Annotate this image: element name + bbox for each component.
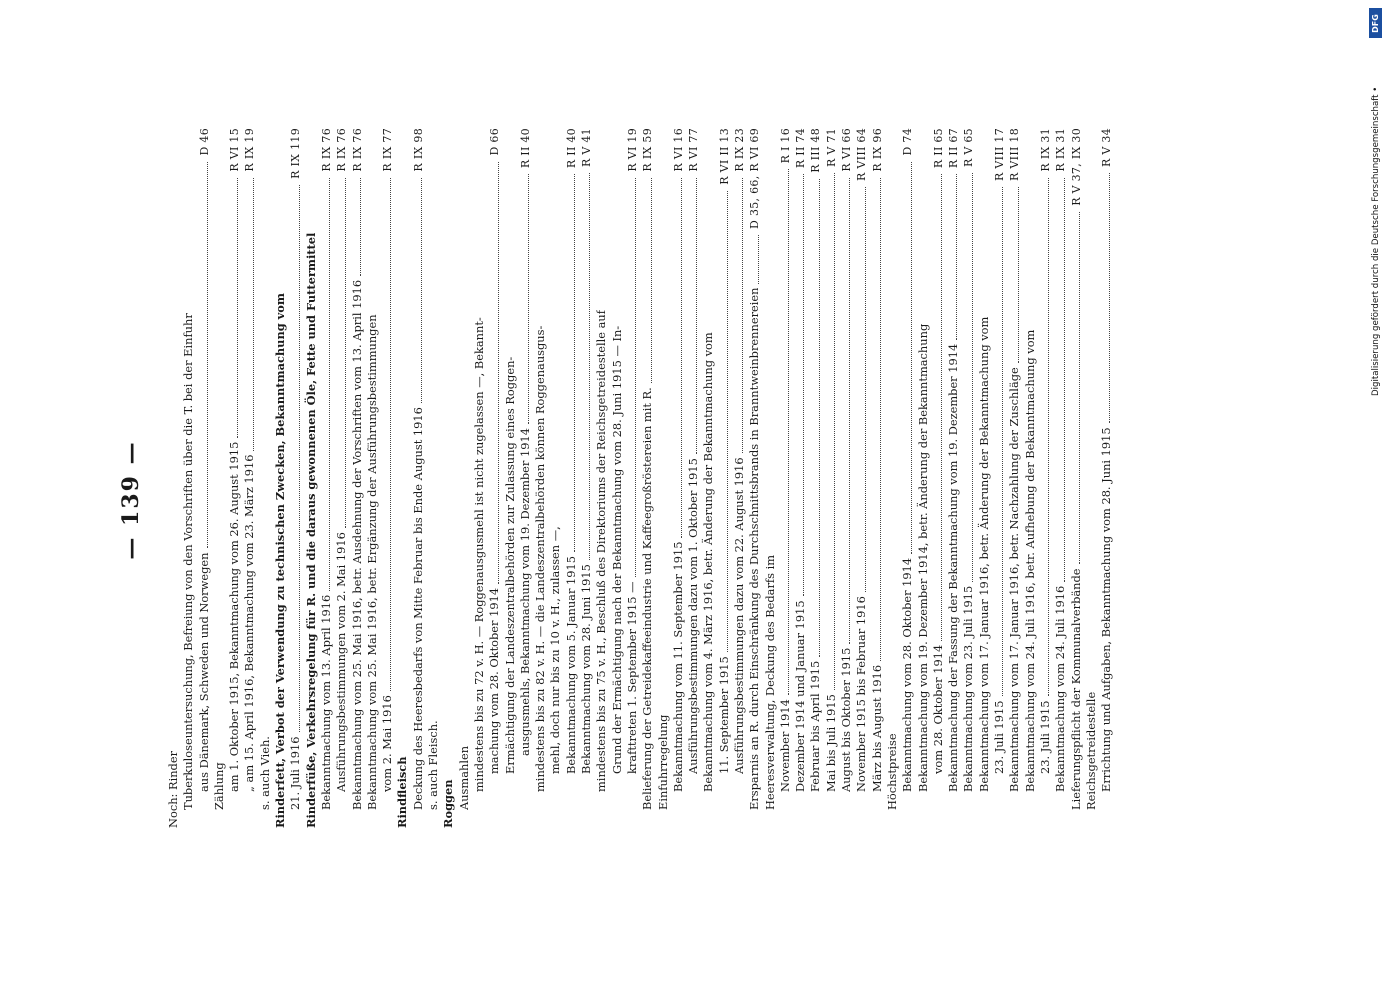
entry-text: Bekanntmachung vom 4. März 1916, betr. Änderung der Bekanntmachung vom	[701, 332, 716, 792]
entry-reference: R VI 77	[687, 128, 701, 172]
index-entry	[1023, 128, 1038, 828]
entry-reference: R IX 77	[381, 128, 395, 172]
entry-reference: R II 65	[931, 128, 945, 169]
entry-text: Rinderfüße, Verkehrsregelung für R. und die daraus gewonnenen Öle, Fette und Futtermittel	[303, 232, 318, 828]
dfg-logo-text: DFG	[1371, 13, 1381, 33]
index-entry	[977, 128, 992, 828]
entry-text: aus Dänemark, Schweden und Norwegen	[196, 552, 211, 792]
entry-reference: R IX 23	[732, 128, 746, 172]
dot-leader	[390, 178, 391, 692]
entry-reference: R VI II 13	[717, 128, 731, 185]
entry-text: Bekanntmachung vom 28. Juni 1915	[579, 564, 594, 774]
entry-reference: R V 37, IX 30	[1069, 128, 1083, 206]
index-entry	[640, 128, 655, 828]
entry-text: Tuberkuloseuntersuchung, Befreiung von den Vorschriften über die T. bei der Einfuhr	[181, 313, 196, 810]
entry-text: Ausführungsbestimmungen vom 2. Mai 1916	[334, 532, 349, 792]
entry-text: Bekanntmachung vom 5. Januar 1915	[563, 555, 578, 774]
entry-reference: D 46	[197, 128, 211, 156]
dot-leader	[1002, 187, 1003, 697]
index-entry	[441, 128, 456, 828]
credit-text: Digitalisierung gefördert durch die Deutsche Forschungsgemeinschaft •	[1371, 86, 1381, 396]
entry-reference: R V 65	[962, 128, 976, 168]
entry-text: Roggen	[441, 779, 456, 828]
index-entry	[854, 128, 869, 828]
entry-reference: R II 40	[564, 128, 578, 169]
entry-reference: R V 41	[580, 128, 594, 168]
entry-reference: R VIII 64	[855, 128, 869, 181]
entry-text: am 1. Oktober 1915, Bekanntmachung vom 26. August 1915	[227, 441, 242, 792]
index-entry	[472, 128, 487, 828]
index-entry	[395, 128, 410, 828]
index-entry	[763, 128, 778, 828]
entry-text: s. auch Vieh.	[257, 736, 272, 810]
entry-reference: R VIII 17	[993, 128, 1007, 181]
dot-leader	[574, 174, 575, 552]
dot-leader	[681, 178, 682, 538]
entry-reference: D 66	[488, 128, 502, 156]
digitization-credit	[1371, 6, 1381, 396]
entry-text: 21. Juli 1916	[288, 736, 303, 810]
index-entry	[732, 128, 747, 828]
entry-text: August bis Oktober 1915	[839, 647, 854, 792]
entry-reference: R III 48	[809, 128, 823, 173]
entry-text: Ersparnis an R. durch Einschränkung des Durchschnittsbrands in Branntweinbrennereien	[747, 287, 762, 810]
index-entry	[380, 128, 395, 828]
index-entry	[533, 128, 548, 828]
entry-text: machung vom 28. Oktober 1914	[487, 587, 502, 774]
dot-leader	[758, 235, 759, 284]
dot-leader	[498, 162, 499, 584]
index-entry	[686, 128, 701, 828]
entry-text: „ am 15. April 1916, Bekanntmachung vom 23. März 1916	[242, 454, 257, 792]
entry-reference: R VI 19	[625, 128, 639, 172]
index-entry	[808, 128, 823, 828]
entry-text: Bekanntmachung vom 25. Mai 1916, betr. Ausdehnung der Vorschriften vom 13. April 1916	[349, 279, 364, 810]
index-entry	[839, 128, 854, 828]
dot-leader	[589, 173, 590, 560]
dot-leader	[1109, 173, 1110, 423]
dot-leader	[528, 174, 529, 424]
entry-text: ausgusmehls, Bekanntmachung vom 19. Dezember 1914	[517, 428, 532, 756]
index-entry	[1084, 128, 1099, 828]
entry-text: Deckung des Heeresbedarfs von Mitte Februar bis Ende August 1916	[410, 407, 425, 810]
index-entry	[671, 128, 686, 828]
dot-leader	[1079, 212, 1080, 565]
entry-text: Rindfleisch	[395, 756, 410, 828]
index-entry	[1007, 128, 1022, 828]
index-entry	[824, 128, 839, 828]
index-entry	[931, 128, 946, 828]
index-entry	[610, 128, 625, 828]
entry-text: 11. September 1915	[716, 656, 731, 774]
index-entry	[227, 128, 242, 828]
entry-reference: D 74	[901, 128, 915, 156]
dot-leader	[635, 178, 636, 578]
entry-text: Bekanntmachung vom 13. April 1916	[318, 594, 333, 810]
dot-leader	[329, 178, 330, 591]
entry-text: Belieferung der Getreidekaffeeindustrie und Kaffeegroßröstereien mit R.	[640, 387, 655, 810]
entry-text: s. auch Fleisch.	[426, 720, 441, 810]
entry-reference: R IX 31	[1054, 128, 1068, 172]
index-entry	[304, 128, 319, 828]
index-entry	[916, 128, 931, 828]
dot-leader	[421, 178, 422, 404]
index-entry	[1038, 128, 1053, 828]
entry-text: Ausführungsbestimmungen dazu vom 22. August 1916	[731, 457, 746, 774]
index-entry	[212, 128, 227, 828]
index-entry	[870, 128, 885, 828]
entry-text: mindestens bis zu 82 v. H. — die Landeszentralbehörden können Roggenausgus-	[533, 325, 548, 792]
entry-reference: R II 40	[518, 128, 532, 169]
entry-text: November 1915 bis Februar 1916	[854, 596, 869, 792]
index-entry	[701, 128, 716, 828]
entry-text: Bekanntmachung der Fassung der Bekanntmachung vom 19. Dezember 1914	[946, 343, 961, 792]
entry-reference: R IX 98	[411, 128, 425, 172]
entry-text: Noch: Rinder	[166, 750, 180, 828]
index-entry	[258, 128, 273, 828]
entry-text: Rinderfett, Verbot der Verwendung zu technischen Zwecken, Bekanntmachung vom	[273, 293, 288, 828]
entry-text: Zählung	[211, 762, 226, 810]
entry-text: mindestens bis zu 72 v. H. — Roggenausgusmehl ist nicht zugelassen —, Bekannt-	[471, 317, 486, 792]
index-entry	[518, 128, 533, 828]
index-entry	[1053, 128, 1068, 828]
entry-reference: R IX 59	[641, 128, 655, 172]
entry-text: November 1914	[777, 699, 792, 792]
page-number: — 139 —	[118, 440, 144, 560]
dfg-logo	[1369, 8, 1382, 38]
entry-text: Grund der Ermächtigung nach der Bekanntmachung vom 28. Juni 1915 — In-	[609, 325, 624, 774]
entry-text: Bekanntmachung vom 24. Juli 1916, betr. Aufhebung der Bekanntmachung vom	[1022, 329, 1037, 792]
index-entry	[778, 128, 793, 828]
entry-reference: R IX 96	[870, 128, 884, 172]
entry-text: Ermächtigung der Landeszentralbehörden zur Zulassung eines Roggen-	[502, 356, 517, 774]
dot-leader	[651, 178, 652, 384]
dot-leader	[788, 169, 789, 695]
entry-text: mindestens bis zu 75 v. H., Beschluß des Direktoriums der Reichsgetreidestelle auf	[594, 310, 609, 792]
dot-leader	[207, 162, 208, 549]
dot-leader	[727, 191, 728, 652]
index-entry	[946, 128, 961, 828]
index-entry	[197, 128, 212, 828]
index-entry	[365, 128, 380, 828]
index-entry	[487, 128, 502, 828]
index-entry	[1099, 128, 1114, 828]
index-entry	[319, 128, 334, 828]
dot-leader	[1064, 178, 1065, 582]
entry-text: Bekanntmachung vom 17. Januar 1916, betr. Änderung der Bekanntmachung vom	[976, 316, 991, 792]
dot-leader	[849, 178, 850, 644]
entry-reference: R VI 16	[671, 128, 685, 172]
entry-text: krafttreten 1. September 1915 —	[624, 581, 639, 774]
entry-text: vom 2. Mai 1916	[380, 695, 395, 792]
dot-leader	[253, 178, 254, 451]
index-entry	[242, 128, 257, 828]
entry-text: Februar bis April 1915	[808, 660, 823, 792]
entry-reference: R V 71	[824, 128, 838, 168]
entry-text: Errichtung und Aufgaben, Bekanntmachung vom 28. Juni 1915	[1099, 427, 1114, 792]
index-entry	[288, 128, 303, 828]
index-entry	[166, 128, 181, 828]
dot-leader	[299, 185, 300, 733]
dot-leader	[360, 178, 361, 276]
entry-reference: R IX 76	[319, 128, 333, 172]
entry-text: 23. Juli 1915	[1037, 700, 1052, 774]
entry-reference: R IX 76	[350, 128, 364, 172]
entry-text: Bekanntmachung vom 19. Dezember 1914, betr. Änderung der Bekanntmachung	[915, 323, 930, 792]
index-entry	[564, 128, 579, 828]
entry-text: Mai bis Juli 1915	[823, 694, 838, 792]
entry-text: Bekanntmachung vom 25. Mai 1916, betr. Ergänzung der Ausführungsbestimmungen	[364, 314, 379, 810]
index-entry	[747, 128, 762, 828]
entry-text: Einfuhrregelung	[655, 714, 670, 810]
dot-leader	[345, 178, 346, 529]
entry-reference: R IX 119	[289, 128, 303, 179]
entry-text: Bekanntmachung vom 28. Oktober 1914	[900, 557, 915, 792]
dot-leader	[1048, 178, 1049, 697]
index-entry	[594, 128, 609, 828]
entry-text: März bis August 1916	[869, 664, 884, 792]
entry-reference: R VI 66	[840, 128, 854, 172]
index-entry	[457, 128, 472, 828]
dot-leader	[880, 178, 881, 661]
entry-reference: R IX 76	[335, 128, 349, 172]
index-entry	[900, 128, 915, 828]
entry-text: Höchstpreise	[884, 733, 899, 810]
index-entry	[503, 128, 518, 828]
dot-leader	[237, 178, 238, 438]
entry-text: Heeresverwaltung, Deckung des Bedarfs im	[762, 554, 777, 810]
index-entry	[992, 128, 1007, 828]
entry-reference: R II 74	[794, 128, 808, 169]
dot-leader	[803, 174, 804, 596]
dot-leader	[819, 179, 820, 657]
index-entry	[273, 128, 288, 828]
entry-reference: D 35, 66, R VI 69	[748, 128, 762, 229]
entry-text: Bekanntmachung vom 17. Januar 1916, betr. Nachzahlung der Zuschläge	[1007, 367, 1022, 792]
dot-leader	[742, 178, 743, 454]
entry-text: Ausführungsbestimmungen dazu vom 1. Oktober 1915	[686, 458, 701, 774]
index-entry	[426, 128, 441, 828]
entry-text: mehl, doch nur bis zu 10 v. H., zulassen —,	[548, 526, 563, 774]
dot-leader	[834, 173, 835, 690]
index-entry	[656, 128, 671, 828]
dot-leader	[865, 187, 866, 592]
index-entry	[548, 128, 563, 828]
entry-text: 23. Juli 1915	[992, 700, 1007, 774]
dot-leader	[972, 173, 973, 582]
entry-text: Dezember 1914 und Januar 1915	[793, 600, 808, 792]
dot-leader	[941, 174, 942, 641]
entry-reference: R I 16	[778, 128, 792, 164]
index-entry	[411, 128, 426, 828]
entry-reference: R II 67	[947, 128, 961, 169]
entry-reference: R IX 31	[1038, 128, 1052, 172]
index-entry	[625, 128, 640, 828]
entry-reference: R VI 15	[228, 128, 242, 172]
index-entry	[181, 128, 196, 828]
index-entry	[334, 128, 349, 828]
dot-leader	[1018, 187, 1019, 363]
index-entry	[885, 128, 900, 828]
entry-text: Bekanntmachung vom 23. Juli 1915	[961, 585, 976, 792]
index-entry	[350, 128, 365, 828]
entry-text: Bekanntmachung vom 11. September 1915	[670, 541, 685, 792]
index-entry	[793, 128, 808, 828]
entry-text: Reichsgetreidestelle	[1083, 691, 1098, 810]
entry-reference: R IX 19	[243, 128, 257, 172]
index-list	[166, 128, 1114, 828]
index-entry	[961, 128, 976, 828]
entry-text: Bekanntmachung vom 24. Juli 1916	[1053, 585, 1068, 792]
entry-reference: R V 34	[1100, 128, 1114, 168]
dot-leader	[696, 178, 697, 454]
entry-text: vom 28. Oktober 1914	[930, 644, 945, 774]
dot-leader	[911, 162, 912, 554]
entry-reference: R VIII 18	[1008, 128, 1022, 181]
index-entry	[717, 128, 732, 828]
index-entry	[1069, 128, 1084, 828]
index-entry	[579, 128, 594, 828]
entry-text: Lieferungspflicht der Kommunalverbände	[1068, 568, 1083, 810]
dot-leader	[956, 174, 957, 340]
entry-text: Ausmahlen	[456, 745, 471, 810]
